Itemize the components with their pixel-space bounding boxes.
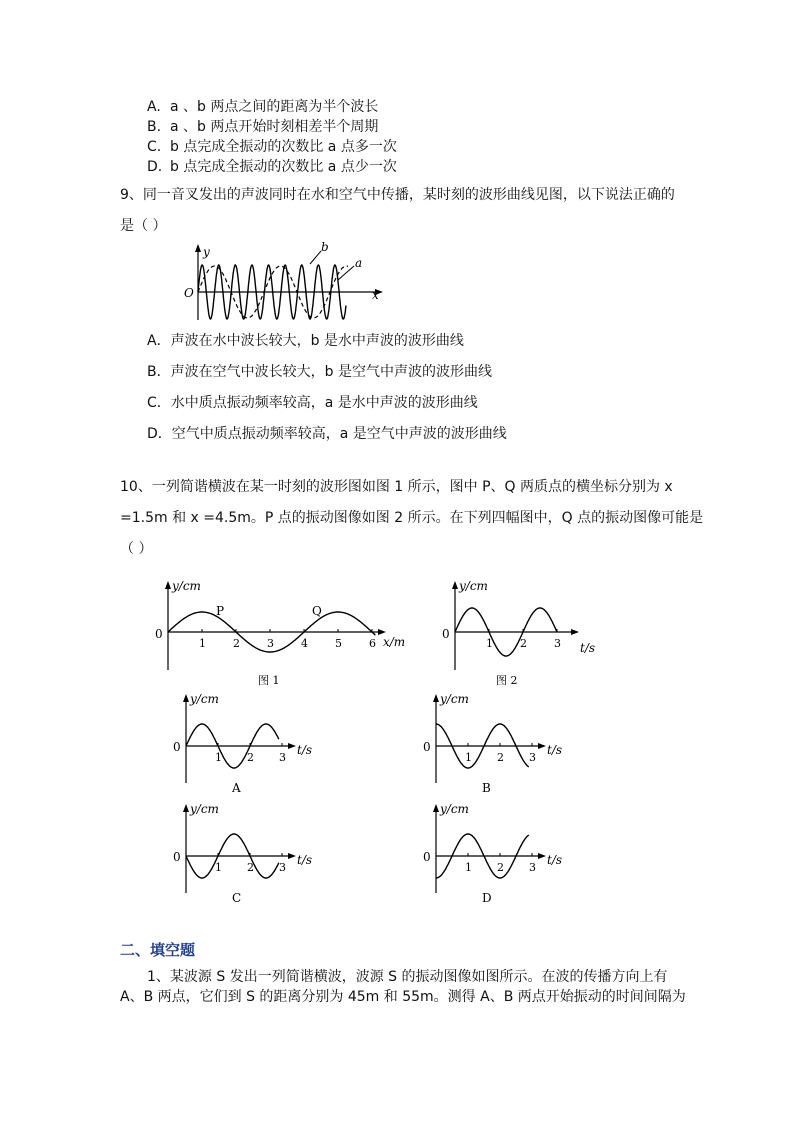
tick-label: 6: [369, 637, 376, 650]
q9-stem-line2: 是（ ）: [120, 218, 167, 234]
fig2-x-label: t/s: [580, 641, 596, 655]
tick-label: 2: [247, 751, 254, 764]
fig1-y-label: y/cm: [172, 579, 201, 593]
tick-label: 2: [520, 637, 527, 650]
q8-option-b: B.: [147, 119, 162, 135]
fig1-zero: 0: [155, 627, 163, 641]
tick-label: 5: [335, 637, 342, 650]
q8-option-d-text: b 点完成全振动的次数比 a 点少一次: [170, 159, 397, 175]
choice-caption: D: [482, 891, 492, 905]
tick-label: 3: [279, 751, 286, 764]
y-axis-arrow: [433, 804, 439, 812]
q8-option-c: C.: [147, 139, 162, 155]
tick-label: 1: [465, 861, 472, 874]
q9-curve-b-label: b: [321, 240, 329, 254]
q10-stem-line1: 10、一列简谐横波在某一时刻的波形图如图 1 所示，图中 P、Q 两质点的横坐标分别为 x: [120, 479, 673, 495]
q9-x-label: x: [372, 288, 379, 302]
q9-origin-label: O: [184, 286, 194, 300]
y-axis-arrow: [183, 804, 189, 812]
q9-option-c: C．水中质点振动频率较高，a 是水中声波的波形曲线: [147, 395, 478, 411]
q10-figure-2: [440, 575, 600, 690]
fig2-caption: 图 2: [496, 674, 518, 687]
q8-option-a-text: a 、b 两点之间的距离为半个波长: [170, 99, 379, 115]
tick-label: 1: [486, 637, 493, 650]
zero-label: 0: [173, 850, 181, 864]
fig1-point-q: Q: [312, 604, 322, 618]
x-axis-arrow: [288, 853, 296, 859]
q8-option-b-text: a 、b 两点开始时刻相差半个周期: [170, 119, 379, 135]
y-axis-arrow: [183, 694, 189, 702]
y-label: y/cm: [190, 802, 219, 816]
section-2-heading: 二、填空题: [120, 941, 196, 959]
zero-label: 0: [423, 850, 431, 864]
choice-caption: A: [232, 781, 241, 795]
q9-option-b: B．声波在空气中波长较大，b 是空气中声波的波形曲线: [147, 364, 492, 380]
q9-curve-a-label: a: [355, 256, 363, 270]
section2-p1-line2: A、B 两点，它们到 S 的距离分别为 45m 和 55m。测得 A、B 两点开始振动的时间间隔为: [120, 989, 686, 1005]
tick-label: 2: [247, 861, 254, 874]
zero-label: 0: [423, 740, 431, 754]
q10-choice-a-graph: [170, 688, 320, 796]
q9-y-label: y: [203, 245, 210, 259]
x-axis-arrow: [538, 743, 546, 749]
q8-option-a: A.: [147, 99, 161, 115]
tick-label: 2: [497, 861, 504, 874]
y-axis-arrow: [433, 694, 439, 702]
tick-label: 2: [497, 751, 504, 764]
x-label: t/s: [297, 853, 313, 867]
choice-caption: B: [482, 781, 491, 795]
q10-figure-1: [150, 575, 410, 690]
y-label: y/cm: [440, 692, 469, 706]
q10-stem-line3: （ ）: [120, 541, 153, 557]
tick-label: 1: [215, 751, 222, 764]
y-label: y/cm: [440, 802, 469, 816]
q9-stem-line1: 9、同一音叉发出的声波同时在水和空气中传播，某时刻的波形曲线见图，以下说法正确的: [120, 187, 675, 203]
q10-choice-b-graph: [420, 688, 570, 796]
fig2-y-label: y/cm: [459, 579, 488, 593]
x-label: t/s: [547, 853, 563, 867]
x-axis-arrow: [288, 743, 296, 749]
x-label: t/s: [547, 743, 563, 757]
tick-label: 1: [465, 751, 472, 764]
y-label: y/cm: [190, 692, 219, 706]
zero-label: 0: [173, 740, 181, 754]
x-axis-arrow: [538, 853, 546, 859]
q8-option-c-text: b 点完成全振动的次数比 a 点多一次: [170, 139, 397, 155]
tick-label: 1: [199, 637, 206, 650]
tick-label: 3: [529, 861, 536, 874]
fig2-zero: 0: [442, 627, 450, 641]
q9-wave-figure: [178, 242, 388, 324]
section2-p1-line1: 1、某波源 S 发出一列简谐横波，波源 S 的振动图像如图所示。在波的传播方向上有: [147, 969, 668, 985]
tick-label: 3: [279, 861, 286, 874]
tick-label: 3: [554, 637, 561, 650]
tick-label: 3: [267, 637, 274, 650]
tick-label: 2: [233, 637, 240, 650]
tick-label: 4: [301, 637, 308, 650]
q8-option-d: D.: [147, 159, 163, 175]
q10-choice-d-graph: [420, 798, 570, 906]
q10-choice-c-graph: [170, 798, 320, 906]
q9-option-d: D．空气中质点振动频率较高，a 是空气中声波的波形曲线: [147, 426, 507, 442]
fig1-x-label: x/m: [383, 635, 406, 649]
x-label: t/s: [297, 743, 313, 757]
q10-stem-line2: =1.5m 和 x =4.5m。P 点的振动图像如图 2 所示。在下列四幅图中，Q 点的振动图像可能是: [120, 510, 704, 526]
tick-label: 1: [215, 861, 222, 874]
choice-caption: C: [232, 891, 242, 905]
fig1-caption: 图 1: [258, 674, 280, 687]
tick-label: 3: [529, 751, 536, 764]
q9-option-a: A．声波在水中波长较大，b 是水中声波的波形曲线: [147, 333, 464, 349]
fig1-point-p: P: [216, 604, 225, 618]
